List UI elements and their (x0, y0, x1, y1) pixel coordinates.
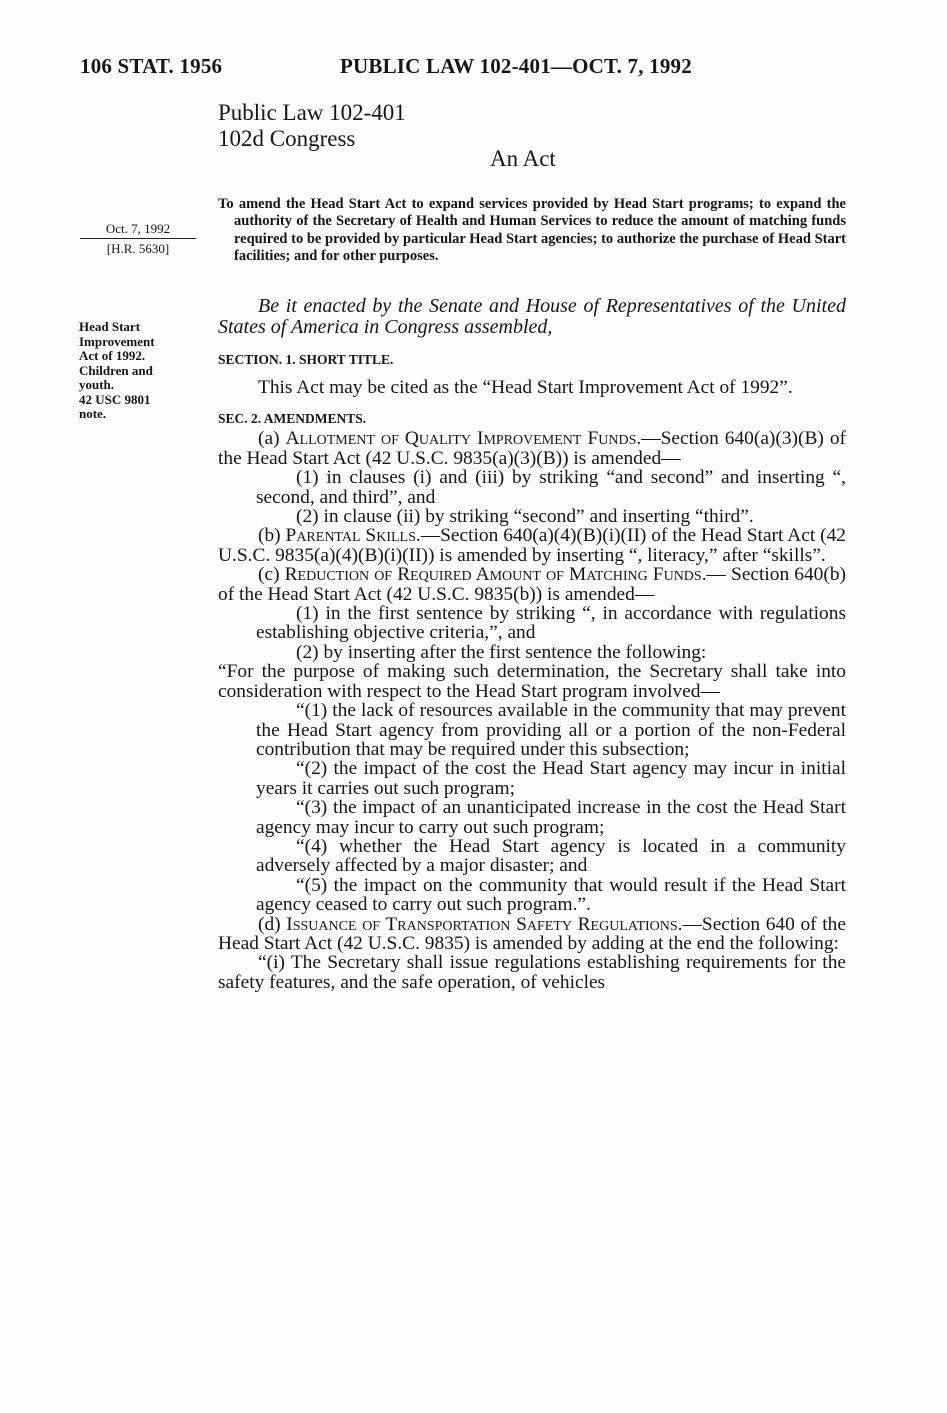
margin-note: Improvement (79, 333, 155, 349)
margin-bill-number: [H.R. 5630] (106, 241, 170, 256)
law-number: Public Law 102-401 (218, 100, 406, 125)
subsection-a-paragraph-1: (1) in clauses (i) and (iii) by striking “and second” and inserting “, second, and third”, and (256, 467, 846, 508)
subsection-c-title: Reduction of Required Amount of Matching Funds. (284, 564, 707, 586)
subsection-c-paragraph-1: (1) in the first sentence by striking “, in accordance with regulations establishing objective criteria,”, and (256, 603, 846, 644)
subsection-d-text: —Section 640 of the Head Start Act (42 U.S.C. 9835) is amended by adding at the end the following: (218, 913, 846, 954)
subsection-a-label: (a) (258, 428, 286, 450)
subsection-c-paragraph-2: (2) by inserting after the first sentence the following: (296, 641, 707, 663)
margin-note: note. (79, 406, 107, 421)
subsection-d-title: Issuance of Transportation Safety Regulations. (286, 913, 683, 935)
margin-note: Children and (79, 362, 153, 378)
subsection-a-paragraph-2: (2) in clause (ii) by striking “second” and inserting “third”. (296, 506, 754, 528)
quoted-paragraph-2: “(2) the impact of the cost the Head Start agency may incur in initial years it carries out such program; (256, 758, 846, 799)
margin-date: Oct. 7, 1992 (105, 221, 171, 236)
page-number: 106 STAT. 1956 (80, 54, 223, 78)
an-act-title: An Act (490, 146, 556, 171)
quoted-paragraph-1: “(1) the lack of resources available in the community that may prevent the Head Start agency from providing all or a portion of the non-Federal contribution that may be required under this subsection; (256, 700, 846, 760)
section-2-heading: SEC. 2. AMENDMENTS. (218, 411, 367, 427)
subsection-d-label: (d) (258, 913, 287, 935)
section-1-text: This Act may be cited as the “Head Start Improvement Act of 1992”. (258, 377, 793, 398)
subsection-c (218, 565, 846, 604)
margin-divider (80, 238, 196, 239)
subsection-a-title: Allotment of Quality Improvement Funds. (285, 428, 642, 450)
quoted-paragraph-5: “(5) the impact on the community that would result if the Head Start agency ceased to carry out such program.”. (256, 874, 846, 916)
margin-note: youth. (79, 377, 115, 392)
section-1-heading: SECTION. 1. SHORT TITLE. (218, 352, 394, 367)
subsection-b-text: —Section 640(a)(4)(B)(i)(II) of the Head Start Act (42 U.S.C. 9835(a)(4)(B)(i)(II)) is amended by inserting “, literacy,” after “skills”. (218, 525, 846, 566)
congress-number: 102d Congress (218, 126, 356, 151)
running-head: PUBLIC LAW 102-401—OCT. 7, 1992 (340, 54, 692, 78)
quoted-paragraph-4: “(4) whether the Head Start agency is located in a community adversely affected by a major disaster; and (256, 835, 846, 877)
margin-note: 42 USC 9801 (79, 391, 151, 407)
subsection-c-label: (c) (258, 564, 285, 586)
enacting-clause: Be it enacted by the Senate and House of Representatives of the United States of America in Congress assembled, (218, 295, 846, 338)
subsection-d (218, 915, 846, 954)
subsection-a (218, 429, 846, 468)
quoted-paragraph-3: “(3) the impact of an unanticipated increase in the cost the Head Start agency may incur to carry out such program; (256, 797, 846, 838)
subsection-b (218, 526, 846, 565)
subsection-c-quote-intro: “For the purpose of making such determination, the Secretary shall take into consideration with respect to the Head Start program involved— (218, 661, 846, 702)
subsection-b-label: (b) (258, 525, 286, 547)
subsection-a-text: —Section 640(a)(3)(B) of the Head Start Act (42 U.S.C. 9835(a)(3)(B)) is amended— (218, 428, 847, 469)
subsection-c-text: — Section 640(b) of the Head Start Act (42 U.S.C. 9835(b)) is amended— (218, 564, 846, 605)
quoted-subsection-i: “(i) The Secretary shall issue regulations establishing requirements for the safety features, and the safe operation, of vehicles (218, 952, 846, 993)
subsection-b-title: Parental Skills. (285, 525, 421, 547)
purpose-clause: To amend the Head Start Act to expand services provided by Head Start programs; to expand the authority of the Secretary of Health and Human Services to reduce the amount of matching funds required to be provided by particular Head Start agencies; to authorize the purchase of Head Start facilities; and for other purposes. (218, 196, 846, 265)
margin-notes (79, 320, 199, 422)
act-body (218, 296, 846, 992)
margin-note: Act of 1992. (79, 348, 146, 363)
margin-note: Head Start (79, 319, 141, 334)
